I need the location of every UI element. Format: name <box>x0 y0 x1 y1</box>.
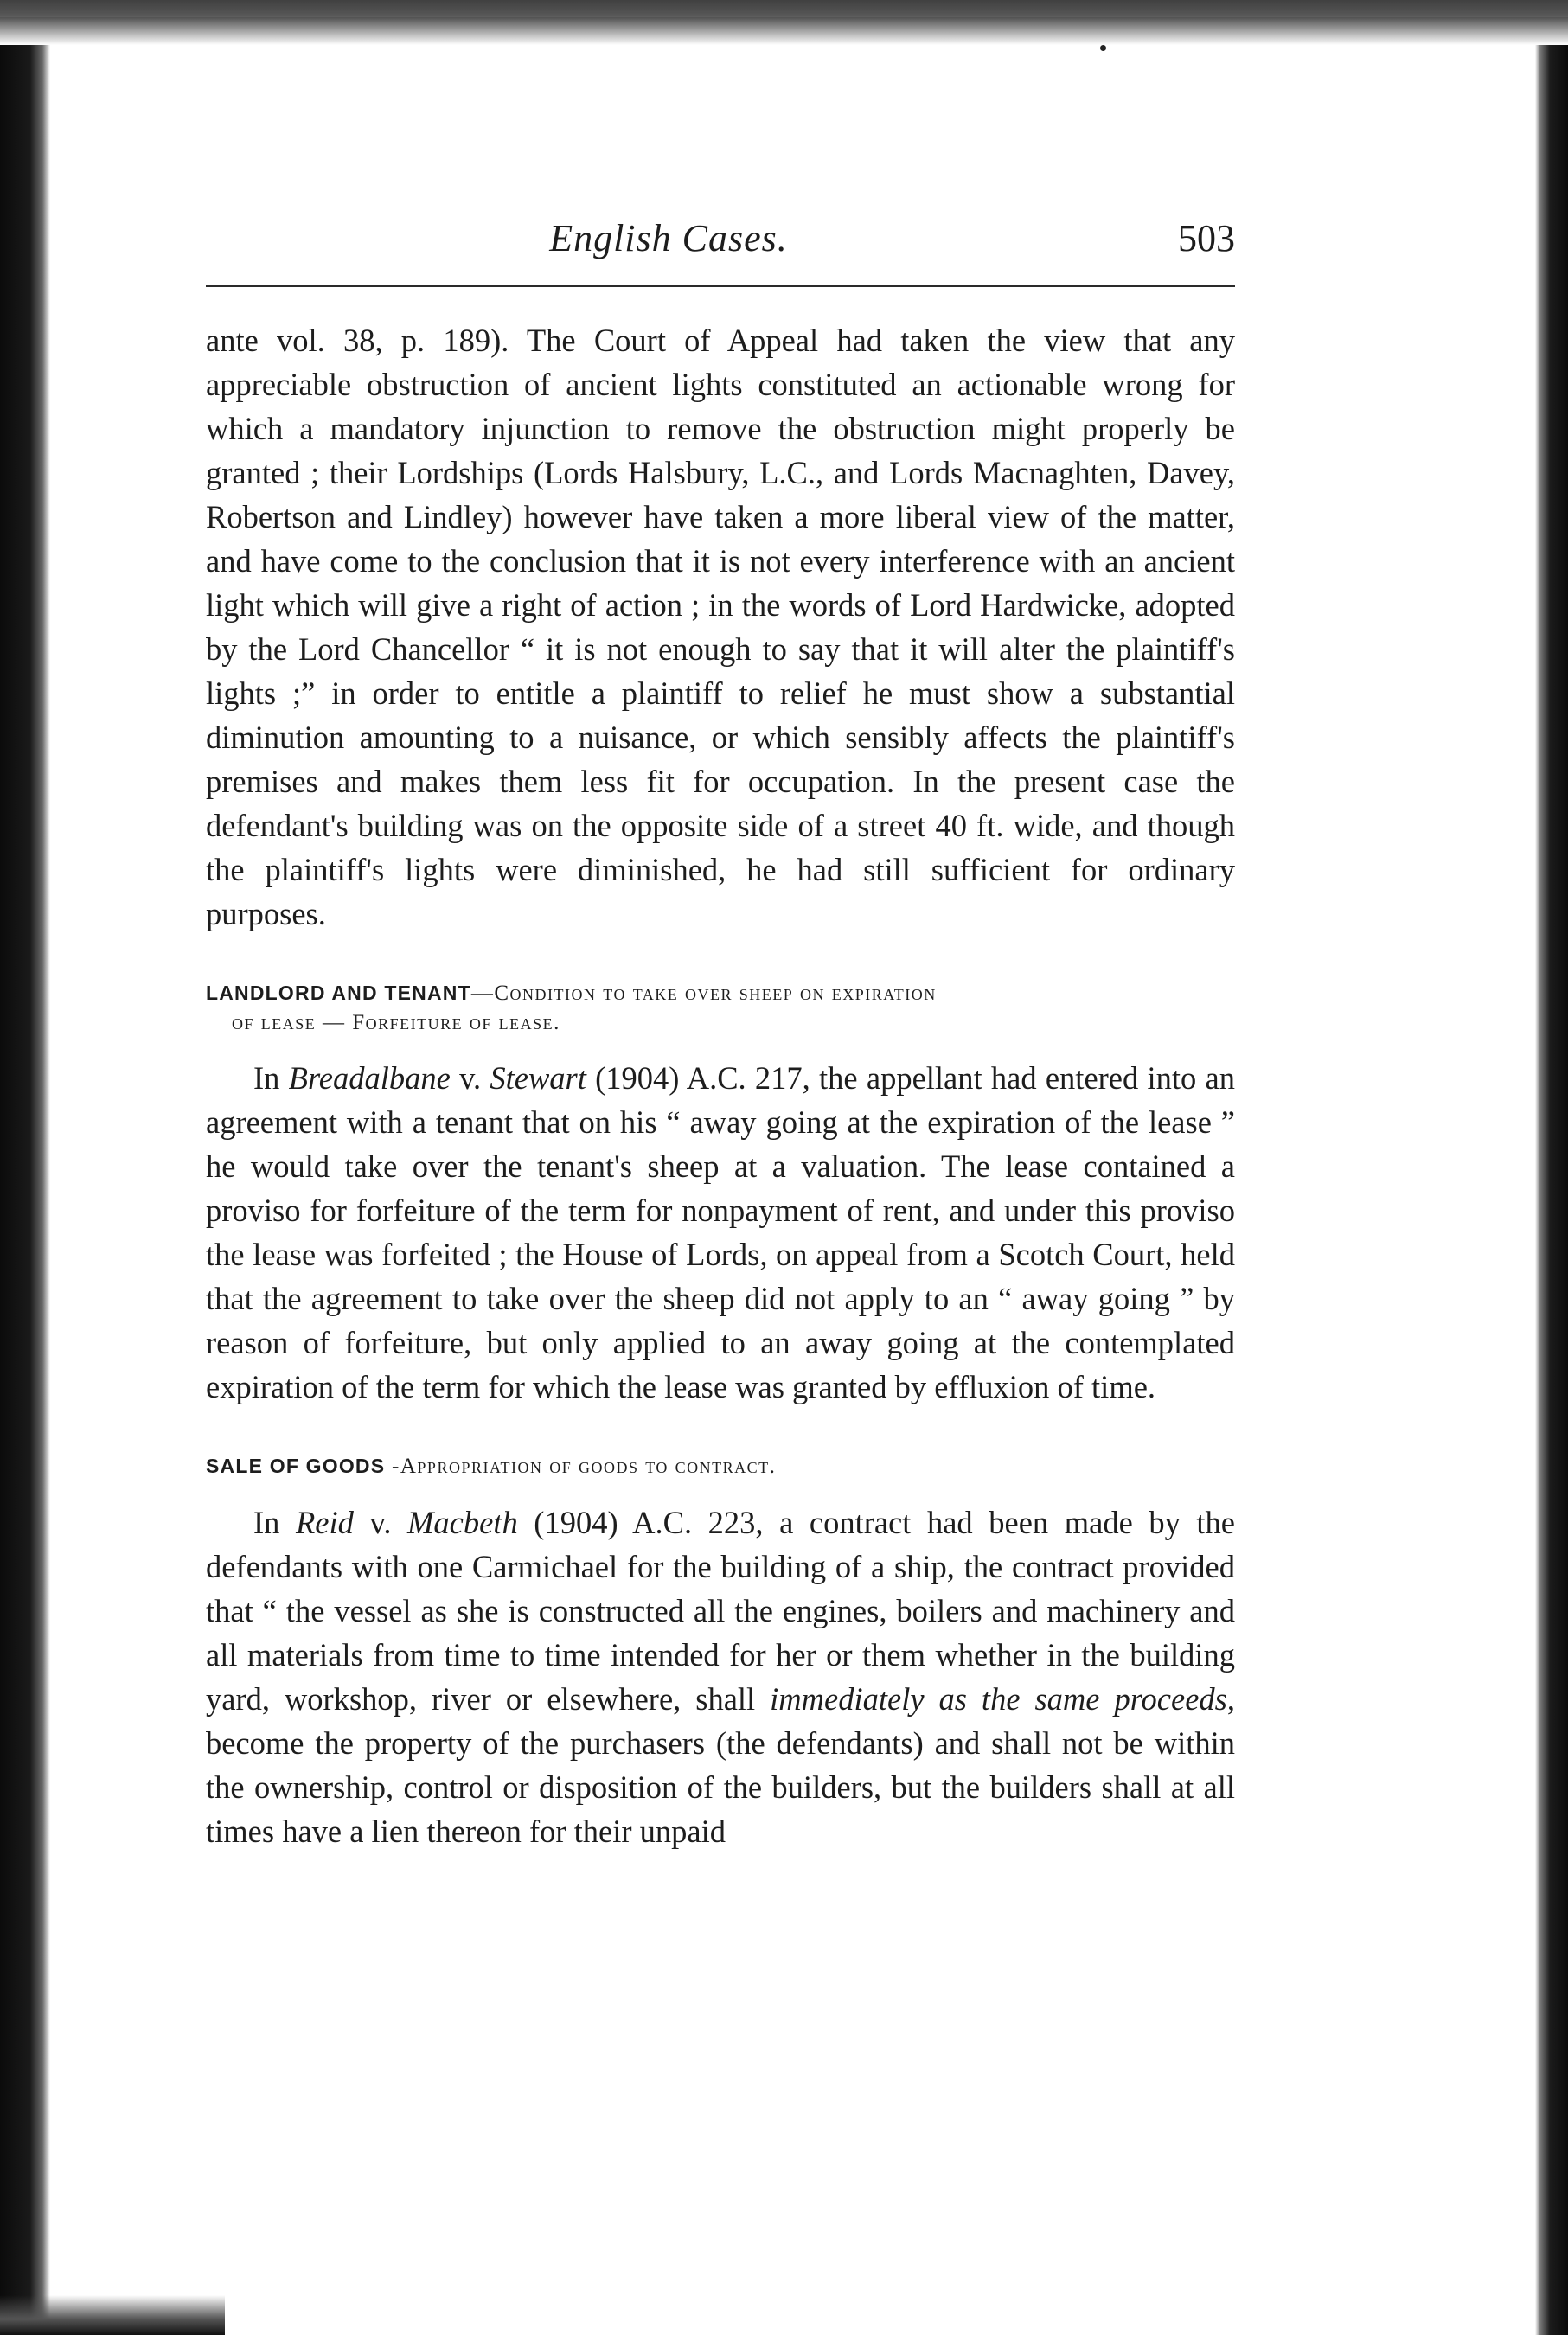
section-heading-bold: SALE OF GOODS <box>206 1455 386 1477</box>
paragraph-ancient-lights: ante vol. 38, p. 189). The Court of Appeal had taken the view that any appreciable obstruction of ancient lights constituted an actionable wrong for which a mandatory injunction to remove the obstruction might properly be granted ; their Lordships (Lords Halsbury, L.C., and Lords Macnaghten, Davey, Robertson and Lindley) however have taken a more liberal view of the matter, and have come to the conclusion that it is not every interference with an ancient light which will give a right of action ; in the words of Lord Hardwicke, adopted by the Lord Chancellor “ it is not enough to say that it will alter the plaintiff's lights ;” in order to entitle a plaintiff to relief he must show a substantial diminution amounting to a nuisance, or which sensibly affects the plaintiff's premises and makes them less fit for occupation. In the present case the defendant's building was on the opposite side of a street 40 ft. wide, and though the plaintiff's lights were diminished, he had still sufficient for ordinary purposes. <box>206 323 1235 931</box>
text-span: In <box>253 1505 296 1540</box>
section-heading-bold: LANDLORD AND TENANT <box>206 982 471 1004</box>
text-span: (1904) A.C. 217, the appellant had entered into an agreement with a tenant that on his “ away going at the expiration of the lease ” he would take over the tenant's sheep at a valuation. The lease contained a proviso for forfeiture of the term for nonpayment of rent, and under this proviso the lease was forfeited ; the House of Lords, on appeal from a Scotch Court, held that the agreement to take over the sheep did not apply to an “ away going ” by reason of forfeiture, but only applied to an away going at the contemplated expiration of the term for which the lease was granted by effluxion of time. <box>206 1060 1235 1404</box>
case-name: Macbeth <box>407 1505 518 1540</box>
header-rule <box>206 285 1235 287</box>
scan-edge-top-shade <box>0 0 1568 17</box>
scan-speck <box>1100 45 1106 51</box>
text-span: v. <box>353 1505 408 1540</box>
section-heading-subtitle-cont: of lease — Forfeiture of lease. <box>232 1011 560 1034</box>
scan-edge-left <box>0 0 50 2335</box>
paragraph-breadalbane <box>206 1056 1235 1409</box>
text-span: , become the property of the purchasers (the defendants) and shall not be within the ownership, control or disposition of the builders, but the builders shall at all times have a lien thereon for their unpaid <box>206 1681 1235 1849</box>
section-heading-sale-of-goods <box>206 1452 1235 1481</box>
case-name: Breadalbane <box>288 1060 451 1096</box>
case-name: Reid <box>295 1505 354 1540</box>
section-heading-subtitle: —Condition to take over sheep on expiration <box>470 982 937 1005</box>
emphasis-text: immediately as the same proceeds <box>770 1681 1227 1717</box>
page-title: English Cases. <box>549 217 788 259</box>
page-number: 503 <box>1178 217 1235 259</box>
scan-edge-bottom <box>0 2295 225 2335</box>
section-heading-subtitle: -Appropriation of goods to contract. <box>385 1455 777 1478</box>
text-span: v. <box>450 1060 490 1096</box>
case-name: Stewart <box>490 1060 586 1096</box>
scan-edge-right <box>1535 0 1568 2335</box>
text-span: In <box>253 1060 289 1096</box>
paragraph-reid-macbeth <box>206 1500 1235 1853</box>
section-heading-landlord-tenant <box>206 979 1235 1037</box>
running-head <box>206 208 1235 282</box>
text-span: (1904) A.C. 223, a contract had been made by the defendants with one Carmichael for the building of a ship, the contract provided that “ the vessel as she is constructed all the engines, boilers and machinery and all materials from time to time intended for her or them whether in the building yard, workshop, river or elsewhere, shall <box>206 1505 1235 1717</box>
page-body <box>206 208 1235 1853</box>
